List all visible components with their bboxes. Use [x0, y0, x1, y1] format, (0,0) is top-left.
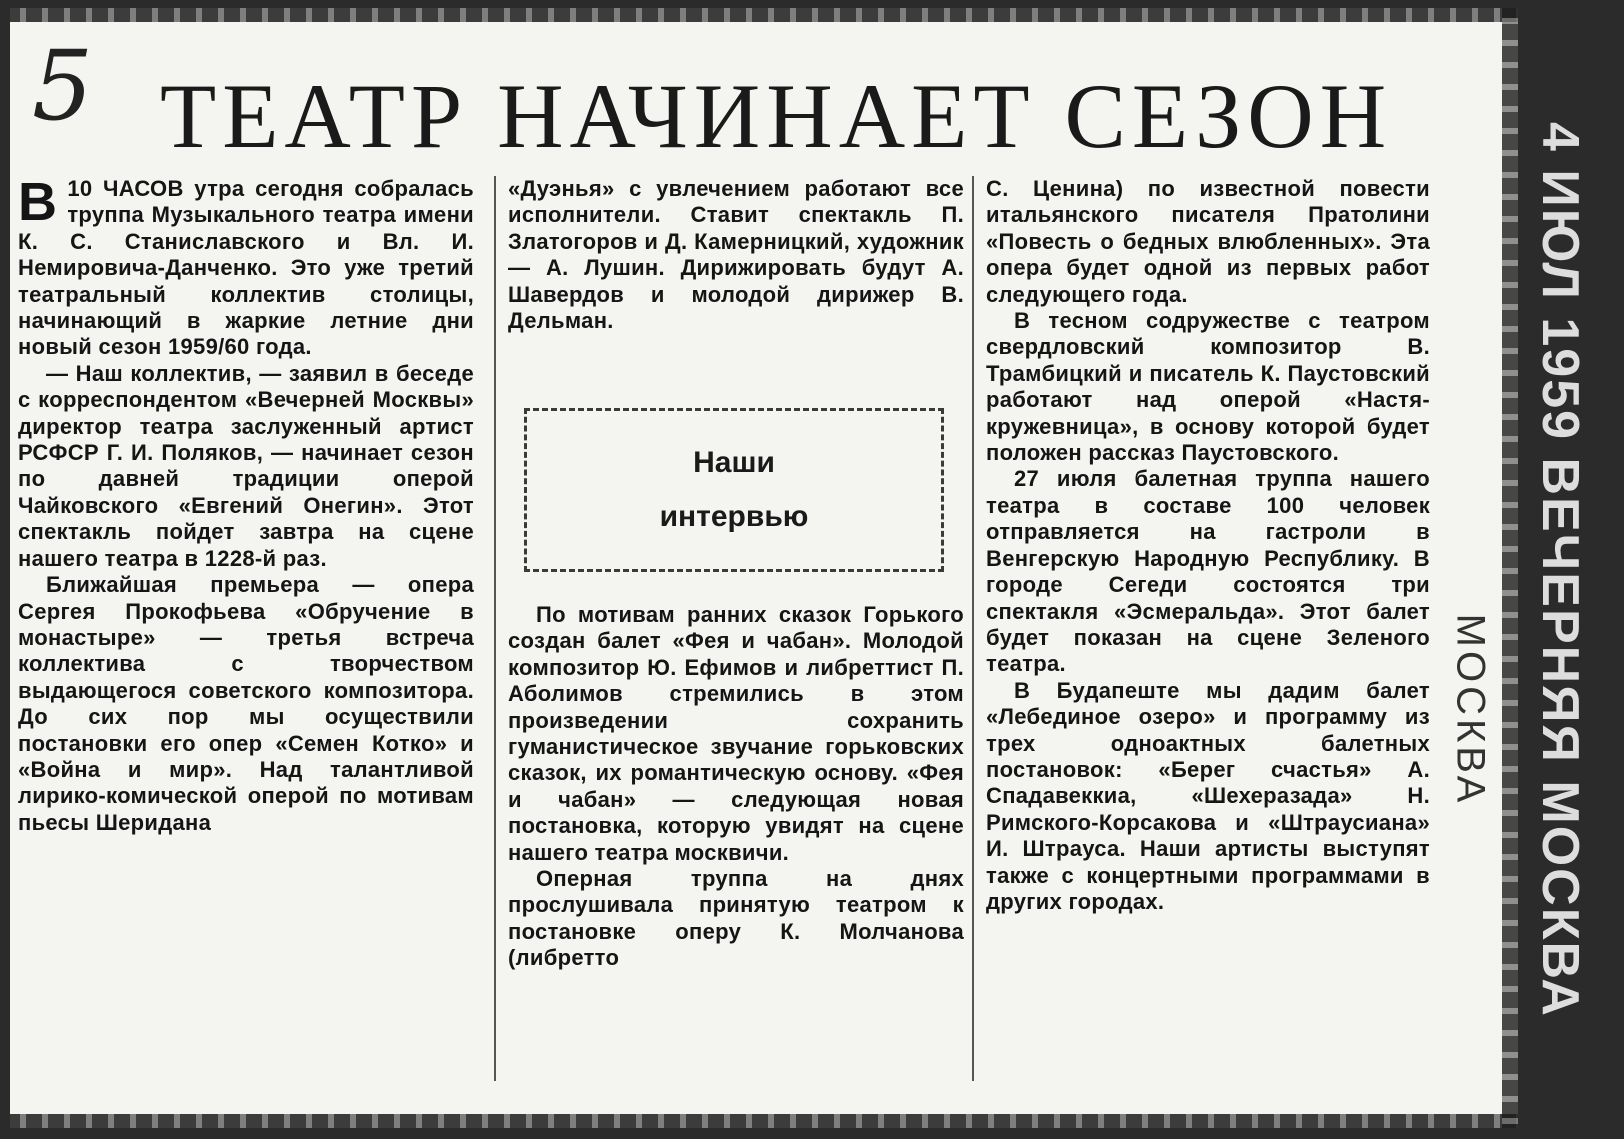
stamp-paper-name: ВЕЧЕРНЯЯ МОСКВА: [1531, 457, 1589, 1018]
stamp-city: [1440, 560, 1500, 860]
paragraph: — Наш коллектив, — заявил в беседе с корреспондентом «Вечерней Москвы» директор театра заслуженный артист РСФСР Г. И. Поляков, — начинает сезон по давней традиции оперой Чайковского «Евгений Онегин». Этот спектакль пойдет завтра на сцене нашего театра в 1228-й раз.: [18, 360, 474, 571]
paragraph: [18, 172, 474, 361]
torn-edge-top: [10, 8, 1518, 22]
column-divider: [972, 176, 974, 1081]
rubric-box: Наши интервью: [524, 408, 944, 572]
column-2-lower: [508, 602, 964, 972]
article-column-1: [18, 172, 474, 836]
paragraph: По мотивам ранних сказок Горького создан балет «Фея и чабан». Молодой композитор Ю. Ефимов и либреттист П. Аболимов стремились в этом произведении сохранить гуманистическое звучание горьковских сказок, их романтическую основу. «Фея и чабан» — следующая новая постановка, которую увидят на сцене нашего театра москвичи.: [508, 602, 964, 865]
paragraph: Оперная труппа на днях прослушивала принятую театром к постановке оперу К. Молчанова (либретто: [508, 866, 964, 971]
handwritten-page-number: 5: [32, 30, 94, 142]
paragraph: 27 июля балетная труппа нашего театра в составе 100 человек отправляется на гастроли в Венгерскую Народную Республику. В городе Сегеди состоятся три спектакля «Эсмеральда». Этот балет будет показан на сцене Зеленого театра.: [986, 466, 1430, 677]
paragraph-text: 10 ЧАСОВ утра сегодня собралась труппа Музыкального театра имени К. С. Станиславского и Вл. И. Немировича-Данченко. Это уже третий театральный коллектив столицы, начинающий в жаркие летние дни новый сезон 1959/60 года.: [18, 176, 474, 360]
stamp-city-text: МОСКВА: [1448, 613, 1493, 807]
stamp-date: 4 ИЮЛ 1959: [1531, 122, 1589, 442]
newspaper-clipping: [10, 8, 1518, 1128]
paragraph: Ближайшая премьера — опера Сергея Прокофьева «Обручение в монастыре» — третья встреча коллектива с творчеством выдающегося советского композитора. До сих пор мы осуществили постановки его опер «Семен Котко» и «Война и мир». Над талантливой лирико-комической оперой по мотивам пьесы Шеридана: [18, 572, 474, 835]
paragraph: «Дуэнья» с увлечением работают все исполнители. Ставит спектакль П. Златогоров и Д. Камерницкий, художник — А. Лушин. Дирижировать будут А. Шавердов и молодой дирижер В. Дельман.: [508, 176, 964, 334]
article-headline: ТЕАТР НАЧИНАЕТ СЕЗОН: [160, 65, 1393, 167]
paragraph: С. Ценина) по известной повести итальянского писателя Пратолини «Повесть о бедных влюбленных». Эта опера будет одной из первых работ следующего года.: [986, 176, 1430, 307]
archive-date-stamp: [1510, 40, 1610, 1100]
paragraph: В тесном содружестве с театром свердловский композитор В. Трамбицкий и писатель К. Паустовский работают над оперой «Настя-кружевница», в основу которой будет положен рассказ Паустовского.: [986, 308, 1430, 466]
drop-cap: В: [18, 172, 58, 232]
torn-edge-bottom: [10, 1114, 1518, 1128]
column-divider: [494, 176, 496, 1081]
article-column-3: [986, 176, 1430, 915]
paragraph: В Будапеште мы дадим балет «Лебединое озеро» и программу из трех одноактных балетных постановок: «Берег счастья» А. Спадавеккиа, «Шехеразада» Н. Римского-Корсакова и «Штраусиана» И. Штрауса. Наши артисты выступят также с концертными программами в других городах.: [986, 677, 1430, 914]
stamp-text: [1530, 122, 1590, 1018]
